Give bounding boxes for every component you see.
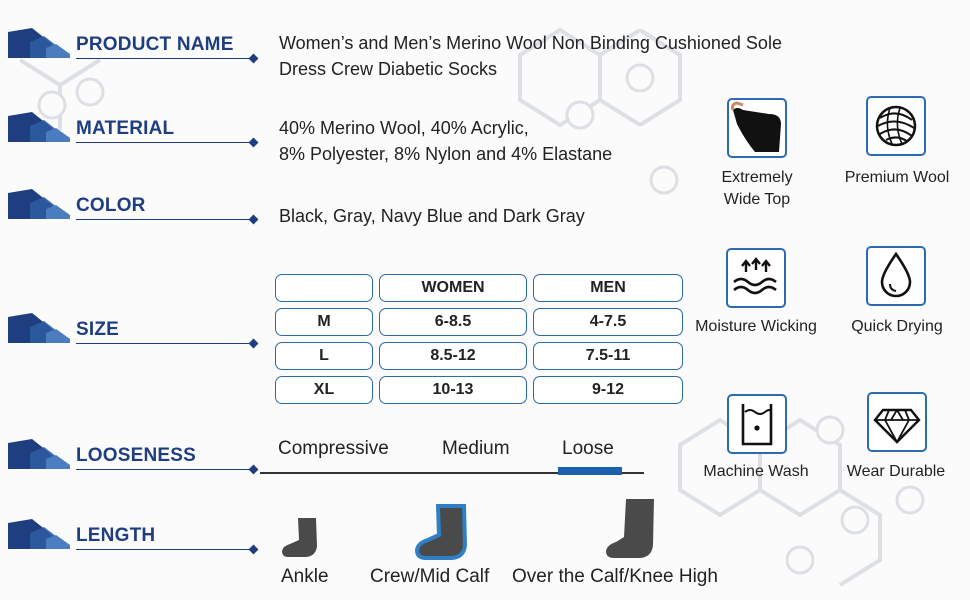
- row-underline: [76, 549, 252, 550]
- sock-top-icon: [729, 100, 785, 156]
- size-table-header-blank: [275, 274, 373, 302]
- row-underline: [76, 219, 252, 220]
- size-table-cell: XL: [275, 376, 373, 404]
- feature-label-machine-wash: Machine Wash: [703, 463, 809, 480]
- row-looseness: [0, 437, 262, 477]
- feature-wide-top: [727, 98, 787, 158]
- pentagon-marker-icon: [6, 187, 74, 221]
- row-color: [0, 187, 262, 227]
- length-option-crew: Crew/Mid Calf: [370, 566, 490, 587]
- row-label-text: PRODUCT NAME: [76, 34, 234, 55]
- product-name-line1: Women’s and Men’s Merino Wool Non Binding Cushioned Sole: [279, 33, 782, 53]
- size-table-header-women: WOMEN: [379, 274, 527, 302]
- row-dot: [249, 545, 259, 555]
- row-underline: [76, 469, 252, 470]
- looseness-option-compressive: Compressive: [278, 438, 389, 459]
- row-label-text: SIZE: [76, 319, 120, 340]
- feature-label-moisture-wicking: Moisture Wicking: [695, 318, 817, 335]
- feature-label-wide-top: [700, 167, 814, 211]
- row-label-text: LENGTH: [76, 525, 156, 546]
- row-size: [0, 311, 262, 351]
- size-table-cell: L: [275, 342, 373, 370]
- row-underline: [76, 142, 252, 143]
- crew-sock-icon: [414, 503, 476, 561]
- ankle-sock-icon: [280, 516, 326, 560]
- size-table-cell: 6-8.5: [379, 308, 527, 336]
- size-table-cell: 7.5-11: [533, 342, 683, 370]
- feature-label-wear-durable: Wear Durable: [846, 463, 946, 480]
- wool-ball-icon: [868, 98, 924, 154]
- feature-premium-wool: [866, 96, 926, 156]
- material-line1: 40% Merino Wool, 40% Acrylic,: [279, 118, 529, 138]
- length-option-knee-high: Over the Calf/Knee High: [512, 566, 718, 587]
- size-table-cell: 4-7.5: [533, 308, 683, 336]
- material-line2: 8% Polyester, 8% Nylon and 4% Elastane: [279, 144, 613, 164]
- size-table-cell: 9-12: [533, 376, 683, 404]
- feature-label-line: Wide Top: [723, 191, 791, 208]
- water-drop-icon: [868, 248, 924, 304]
- product-name-value: [279, 30, 782, 82]
- product-name-line2: Dress Crew Diabetic Socks: [279, 59, 498, 79]
- row-underline: [76, 58, 252, 59]
- row-length: [0, 517, 262, 557]
- row-material: [0, 110, 262, 150]
- color-value: Black, Gray, Navy Blue and Dark Gray: [279, 206, 585, 226]
- row-dot: [249, 138, 259, 148]
- feature-wear-durable: [867, 392, 927, 452]
- row-dot: [249, 465, 259, 475]
- size-table-header-men: MEN: [533, 274, 683, 302]
- feature-label-premium-wool: Premium Wool: [844, 169, 950, 186]
- size-table-cell: M: [275, 308, 373, 336]
- row-dot: [249, 54, 259, 64]
- looseness-option-loose: Loose: [562, 438, 614, 459]
- size-table-cell: 10-13: [379, 376, 527, 404]
- moisture-wicking-icon: [728, 250, 784, 306]
- looseness-selected-indicator: [558, 467, 622, 475]
- knee-high-sock-icon: [604, 497, 656, 561]
- pentagon-marker-icon: [6, 437, 74, 471]
- row-product-name: [0, 26, 262, 66]
- pentagon-marker-icon: [6, 26, 74, 60]
- row-dot: [249, 215, 259, 225]
- feature-label-line: Extremely: [721, 169, 793, 186]
- material-value: [279, 115, 612, 167]
- diamond-icon: [869, 394, 925, 450]
- pentagon-marker-icon: [6, 517, 74, 551]
- length-option-ankle: Ankle: [281, 566, 329, 587]
- feature-machine-wash: [727, 394, 787, 454]
- feature-moisture-wicking: [726, 248, 786, 308]
- row-label-text: MATERIAL: [76, 118, 175, 139]
- feature-label-quick-drying: Quick Drying: [851, 318, 943, 335]
- row-underline: [76, 343, 252, 344]
- row-label-text: COLOR: [76, 195, 146, 216]
- pentagon-marker-icon: [6, 110, 74, 144]
- size-table-cell: 8.5-12: [379, 342, 527, 370]
- row-dot: [249, 339, 259, 349]
- machine-wash-icon: [729, 396, 785, 452]
- feature-quick-drying: [866, 246, 926, 306]
- row-label-text: LOOSENESS: [76, 445, 197, 466]
- looseness-option-medium: Medium: [442, 438, 510, 459]
- pentagon-marker-icon: [6, 311, 74, 345]
